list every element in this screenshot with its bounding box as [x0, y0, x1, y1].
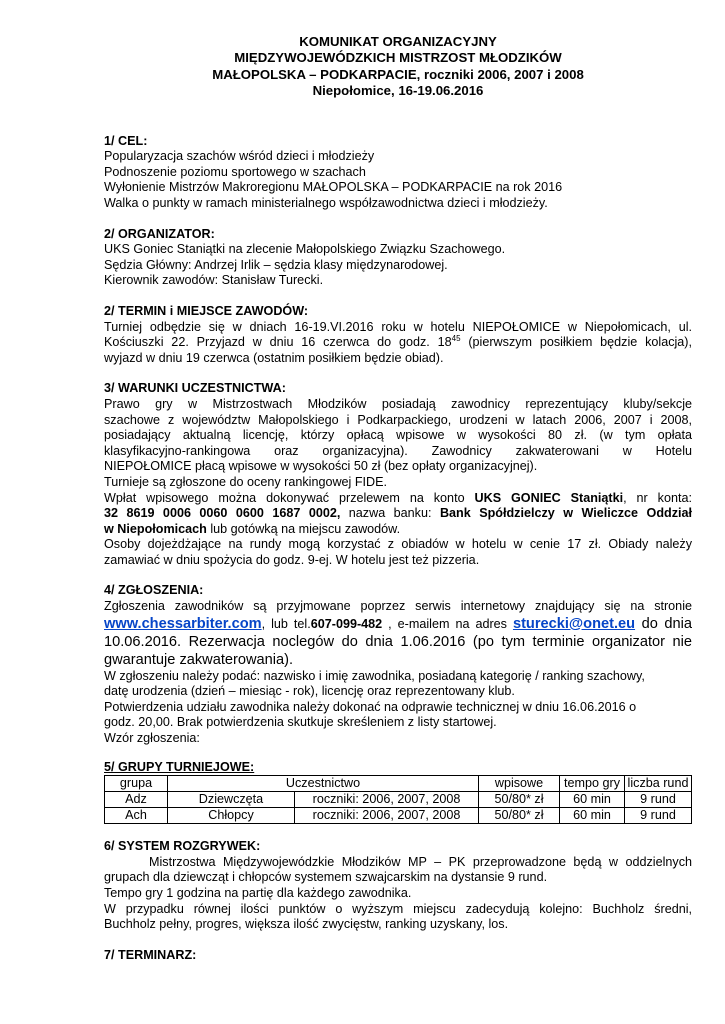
cell-rundy: 9 rund [625, 792, 692, 808]
email-link[interactable]: sturecki@onet.eu [512, 615, 636, 632]
section-system [104, 839, 692, 933]
cell-roczniki: roczniki: 2006, 2007, 2008 [295, 792, 479, 808]
section-heading: 4/ ZGŁOSZENIA: [104, 583, 204, 598]
table-row [105, 808, 692, 824]
cell-grupa: Ach [105, 808, 168, 824]
document-page [104, 34, 692, 963]
paragraph-line: www.chessarbiter.com, lub tel.607-099-482 , e-mailem na adres sturecki@onet.eu do dnia [104, 615, 692, 632]
cell-wpisowe: 50/80* zł [479, 792, 560, 808]
goal-item: Podnoszenie poziomu sportowego w szachach [104, 164, 366, 179]
organizer-item: Sędzia Główny: Andrzej Irlik – sędzia klasy międzynarodowej. [104, 257, 448, 272]
phone-number: 607-099-482 [310, 616, 383, 631]
cell-wpisowe: 50/80* zł [479, 808, 560, 824]
section-organizer [104, 227, 692, 289]
section-heading: 2/ ORGANIZATOR: [104, 226, 215, 241]
paragraph-line: datę urodzenia (dzień – miesiąc - rok), licencję oraz reprezentowany klub. [104, 684, 515, 699]
time-superscript: 45 [451, 333, 461, 343]
title-line-4: Niepołomice, 16-19.06.2016 [312, 83, 484, 99]
paragraph-line: gwarantuje zakwaterowania). [104, 651, 294, 668]
account-number: 32 8619 0006 0060 0600 1687 0002, [104, 506, 341, 521]
paragraph-line: Turniej odbędzie się w dniach 16-19.VI.2016 roku w hotelu NIEPOŁOMICE w Niepołomicach, ul. [104, 319, 692, 334]
section-heading: 1/ CEL: [104, 133, 148, 148]
header-wpisowe: wpisowe [479, 776, 560, 792]
section-groups [104, 760, 692, 825]
table-row [105, 792, 692, 808]
paragraph-line: Wzór zgłoszenia: [104, 731, 200, 746]
groups-table [104, 775, 692, 824]
paragraph-line: 10.06.2016. Rezerwacja noclegów do dnia 1.06.2016 (po tym terminie organizator nie [104, 633, 692, 650]
paragraph-line: W przypadku równej ilości punktów o wyższym miejscu zadecydują kolejno: Buchholz średni, [104, 901, 692, 916]
paragraph-line: Zgłoszenia zawodników są przyjmowane poprzez serwis internetowy znajdujący się na stronie [104, 599, 692, 614]
paragraph-line: w Niepołomicach lub gotówką na miejscu zawodów. [104, 521, 401, 536]
chessarbiter-link[interactable]: www.chessarbiter.com [104, 615, 262, 632]
section-schedule [104, 948, 692, 964]
section-goal [104, 134, 692, 212]
section-conditions [104, 381, 692, 568]
paragraph-line: Wpłat wpisowego można dokonywać przelewem na konto UKS GONIEC Staniątki, nr konta: [104, 490, 692, 505]
header-liczba: liczba rund [625, 776, 692, 792]
paragraph-line: klasyfikacyjno-rankingowa oraz organizacyjna). Zawodnicy zakwaterowani w Hotelu [104, 443, 692, 458]
bank-name: Bank Spółdzielczy w Wieliczce Oddział [439, 506, 692, 521]
paragraph-line: posiadający aktualną licencję, którzy opłacą wpisowe w wysokości 80 zł. (w tym opłata [104, 428, 692, 443]
paragraph-line: godz. 20,00. Brak potwierdzenia skutkuje skreśleniem z listy startowej. [104, 715, 497, 730]
organizer-item: Kierownik zawodów: Stanisław Turecki. [104, 273, 324, 288]
paragraph-line: Prawo gry w Mistrzostwach Młodzików posiadają zawodnicy reprezentujący kluby/sekcje [104, 396, 692, 411]
title-line-2: MIĘDZYWOJEWÓDZKICH MISTRZOST MŁODZIKÓW [234, 50, 562, 66]
cell-tempo: 60 min [560, 792, 625, 808]
section-heading: 3/ WARUNKI UCZESTNICTWA: [104, 381, 286, 396]
section-heading: 7/ TERMINARZ: [104, 947, 197, 962]
paragraph-line: Potwierdzenia udziału zawodnika należy dokonać na odprawie technicznej w dniu 16.06.2016 o [104, 699, 637, 714]
section-registration [104, 583, 692, 746]
paragraph-line: W zgłoszeniu należy podać: nazwisko i imię zawodnika, posiadaną kategorię / ranking szachowy, [104, 668, 645, 683]
club-name: UKS GONIEC Staniątki [474, 490, 624, 505]
paragraph-line: Turnieje są zgłoszone do oceny rankingowej FIDE. [104, 474, 388, 489]
section-heading: 2/ TERMIN i MIEJSCE ZAWODÓW: [104, 303, 309, 318]
title-line-3: MAŁOPOLSKA – PODKARPACIE, roczniki 2006, 2007 i 2008 [212, 66, 584, 82]
paragraph-line: Mistrzostwa Międzywojewódzkie Młodzików MP – PK przeprowadzone będą w oddzielnych [149, 854, 692, 869]
paragraph-line: zamawiać w dniu spożycia do godz. 9-ej. W hotelu jest też pizzeria. [104, 552, 480, 567]
paragraph-line: szachowe z województw Małopolskiego i Podkarpackiego, urodzeni w latach 2006, 2007 i 2008, [104, 412, 692, 427]
cell-grupa: Adz [105, 792, 168, 808]
paragraph-line: Kościuszki 22. Przyjazd w dniu 16 czerwca do godz. $18^{45}$ (pierwszym posiłkiem będzie kolacja), [104, 333, 692, 350]
table-header-row [105, 776, 692, 792]
section-heading: 5/ GRUPY TURNIEJOWE: [104, 759, 255, 774]
goal-item: Wyłonienie Mistrzów Makroregionu MAŁOPOLSKA – PODKARPACIE na rok 2016 [104, 180, 563, 195]
cell-tempo: 60 min [560, 808, 625, 824]
paragraph-line: Tempo gry 1 godzina na partię dla każdego zawodnika. [104, 886, 412, 900]
section-heading: 6/ SYSTEM ROZGRYWEK: [104, 839, 261, 854]
header-grupa: grupa [105, 776, 168, 792]
paragraph-line: wyjazd w dniu 19 czerwca (ostatnim posiłkiem będzie obiad). [104, 350, 444, 365]
header-uczestnictwo: Uczestnictwo [168, 776, 479, 792]
paragraph-line: 32 8619 0006 0060 0600 1687 0002, nazwa banku: Bank Spółdzielczy w Wieliczce Oddział [104, 506, 692, 521]
cell-rundy: 9 rund [625, 808, 692, 824]
goal-item: Walka o punkty w ramach ministerialnego współzawodnictwa dzieci i młodzieży. [104, 196, 548, 210]
goal-item: Popularyzacja szachów wśród dzieci i młodzieży [104, 149, 375, 164]
document-title [104, 34, 692, 100]
organizer-item: UKS Goniec Staniątki na zlecenie Małopolskiego Związku Szachowego. [104, 242, 506, 257]
paragraph-line: Buchholz pełny, progres, większa ilość zwycięstw, ranking uzyskany, los. [104, 917, 509, 932]
cell-roczniki: roczniki: 2006, 2007, 2008 [295, 808, 479, 824]
title-line-1: KOMUNIKAT ORGANIZACYJNY [299, 34, 497, 49]
paragraph-line: grupach dla dziewcząt i chłopców systemem szwajcarskim na dystansie 9 rund. [104, 870, 548, 885]
paragraph-line: Osoby dojeżdżające na rundy mogą korzystać z obiadów w hotelu w cenie 17 zł. Obiady należy [104, 537, 692, 552]
paragraph-line: NIEPOŁOMICE płacą wpisowe w wysokości 50 zł (bez opłaty organizacyjnej). [104, 459, 538, 474]
cell-kto: Chłopcy [168, 808, 295, 824]
header-tempo: tempo gry [560, 776, 625, 792]
cell-kto: Dziewczęta [168, 792, 295, 808]
section-date-place [104, 304, 692, 366]
